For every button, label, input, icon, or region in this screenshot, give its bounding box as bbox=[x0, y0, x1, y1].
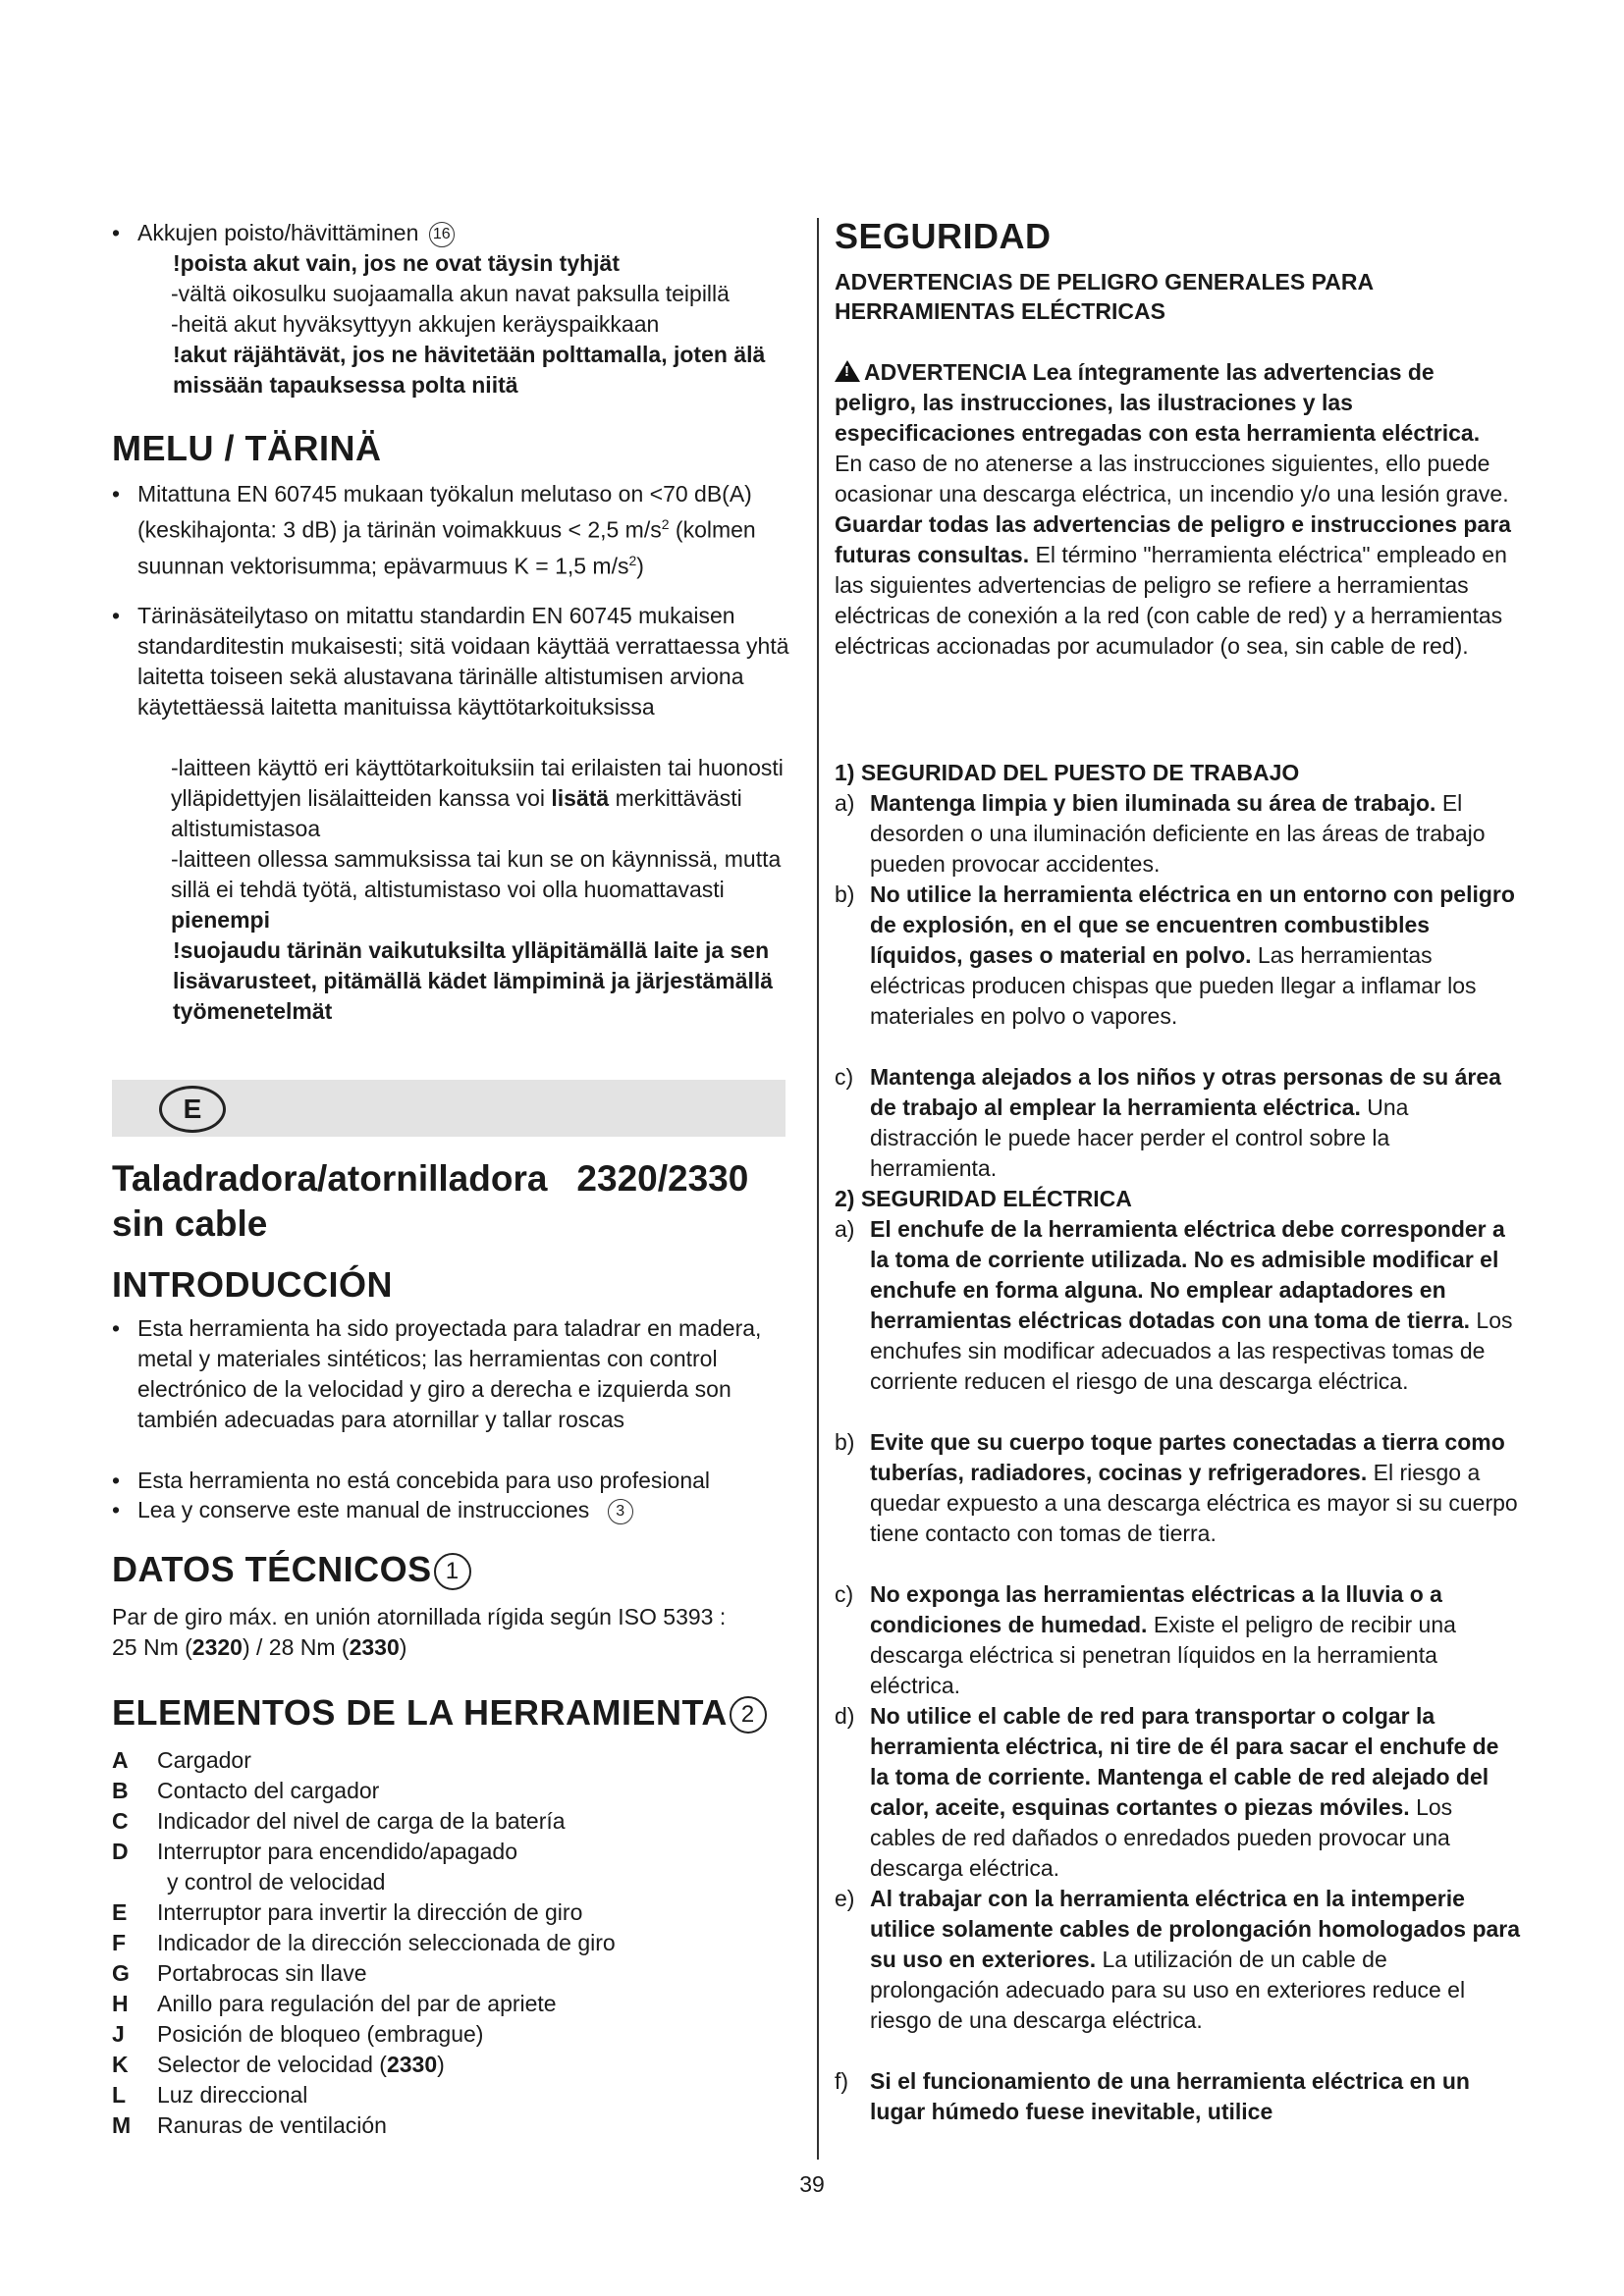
intro-heading: INTRODUCCIÓN bbox=[112, 1264, 393, 1305]
figure-ref-2: 2 bbox=[730, 1696, 767, 1734]
melu-dash-1: -laitteen käyttö eri käyttötarkoituksiin tai erilaisten tai huonosti ylläpidettyjen lisälaitteiden kanssa voi lisätä merkittävästi altistumistasoa bbox=[171, 755, 784, 841]
general-warning: !ADVERTENCIA Lea íntegramente las advertencias de peligro, las instrucciones, las ilustraciones y las especificaciones entregadas con esta herramienta eléctrica. En caso de no atenerse a las instrucciones siguientes, ello puede ocasionar una descarga eléctrica, un incendio y/o una lesión grave. Guardar todas las advertencias de peligro e instrucciones para futuras consultas. El término "herramienta eléctrica" empleado en las siguientes advertencias de peligro se refiere a herramientas eléctricas de conexión a la red (con cable de red) y a herramientas eléctricas accionadas por acumulador (o sea, sin cable de red). bbox=[835, 357, 1512, 662]
section-1-heading: 1) SEGURIDAD DEL PUESTO DE TRABAJO bbox=[835, 760, 1300, 785]
datos-heading: DATOS TÉCNICOS 1 bbox=[112, 1549, 471, 1590]
intro-bullet-3: • Lea y conserve este manual de instrucciones 3 bbox=[112, 1495, 799, 1525]
intro-bullet-2: • Esta herramienta no está concebida para uso profesional bbox=[112, 1466, 799, 1496]
disposal-title: Akkujen poisto/hävittäminen bbox=[137, 220, 419, 245]
disposal-bullet bbox=[112, 218, 799, 248]
product-title: Taladradora/atornilladora 2320/2330 sin cable bbox=[112, 1158, 749, 1244]
bullet-dot: • bbox=[112, 220, 121, 245]
page-number: 39 bbox=[799, 2171, 825, 2197]
disposal-line-1: !poista akut vain, jos ne ovat täysin tyhjät bbox=[173, 250, 621, 276]
rule-1c: c) Mantenga alejados a los niños y otras personas de su área de trabajo al emplear la herramienta eléctrica. Una distracción le puede hacer perder el control sobre la herramienta. bbox=[835, 1064, 1501, 1181]
seguridad-subheading: ADVERTENCIAS DE PELIGRO GENERALES PARA HERRAMIENTAS ELÉCTRICAS bbox=[835, 269, 1374, 324]
melu-bullet-2-text: Tärinäsäteilytaso on mitattu standardin EN 60745 mukaisen standarditestin mukaisesti; sitä voidaan käyttää verrattaessa yhtä laitetta toiseen sekä alustavana tärinälle altistumisen arviona käytettäessä laitetta manituissa käyttötarkoituksissa bbox=[137, 603, 789, 720]
elementos-heading: ELEMENTOS DE LA HERRAMIENTA 2 bbox=[112, 1692, 767, 1734]
figure-ref-1: 1 bbox=[434, 1553, 471, 1590]
language-band bbox=[112, 1080, 785, 1137]
rule-2c: c) No exponga las herramientas eléctricas a la lluvia o a condiciones de humedad. Existe el peligro de recibir una descarga eléctrica si penetran líquidos en la herramienta eléctrica. bbox=[835, 1581, 1456, 1698]
figure-ref-3: 3 bbox=[608, 1499, 633, 1524]
melu-warning: !suojaudu tärinän vaikutuksilta ylläpitämällä laite ja sen lisävarusteet, pitämällä kädet lämpiminä ja järjestämällä työmenetelmät bbox=[173, 937, 774, 1024]
melu-dash-2: -laitteen ollessa sammuksissa tai kun se on käynnissä, mutta sillä ei tehdä työtä, altistumistaso voi olla huomattavasti pienempi bbox=[171, 846, 782, 933]
melu-bullet-1 bbox=[112, 479, 799, 581]
rule-1b: b) No utilice la herramienta eléctrica en un entorno con peligro de explosión, en el que se encuentren combustibles líquidos, gases o material en polvo. Las herramientas eléctricas producen chispas que pueden llegar a inflamar los materiales en polvo o vapores. bbox=[835, 881, 1515, 1029]
intro-bullet-1-text: Esta herramienta ha sido proyectada para taladrar en madera, metal y materiales sintéticos; las herramientas con control electrónico de la velocidad y giro a derecha e izquierda son también adecuadas para atornillar y tallar roscas bbox=[137, 1315, 762, 1432]
melu-bullet-1-text: Mitattuna EN 60745 mukaan työkalun melutaso on <70 dB(A) (keskihajonta: 3 dB) ja tärinän voimakkuus < 2,5 $m/s^2$ (kolmen suunnan vektorisumma; epävarmuus K = 1,5 $m/s^2$) bbox=[137, 481, 756, 579]
bullet-dot: • bbox=[112, 1315, 121, 1341]
melu-heading: MELU / TÄRINÄ bbox=[112, 428, 382, 468]
rule-2e: e) Al trabajar con la herramienta eléctrica en la intemperie utilice solamente cables de prolongación homologados para su uso en exteriores. La utilización de un cable de prolongación adecuado para su uso en exteriores reduce el riesgo de una descarga eléctrica. bbox=[835, 1886, 1521, 2033]
column-divider bbox=[817, 218, 819, 2160]
rule-2b: b) Evite que su cuerpo toque partes conectadas a tierra como tuberías, radiadores, cocinas y refrigeradores. El riesgo a quedar expuesto a una descarga eléctrica es mayor si su cuerpo tiene contacto con tomas de tierra. bbox=[835, 1429, 1518, 1546]
disposal-line-2: -vältä oikosulku suojaamalla akun navat paksulla teipillä bbox=[171, 281, 730, 306]
rule-2a: a) El enchufe de la herramienta eléctrica debe corresponder a la toma de corriente utilizada. No es admisible modificar el enchufe en forma alguna. No emplear adaptadores en herramientas eléctricas dotadas con una toma de tierra. Los enchufes sin modificar adecuados a las respectivas tomas de corriente reducen el riesgo de una descarga eléctrica. bbox=[835, 1216, 1513, 1394]
disposal-line-4: !akut räjähtävät, jos ne hävitetään polttamalla, joten älä missään tapauksessa polta niitä bbox=[173, 342, 766, 398]
rule-2d: d) No utilice el cable de red para transportar o colgar la herramienta eléctrica, ni tire de él para sacar el enchufe de la toma de corriente. Mantenga el cable de red alejado del calor, aceite, esquinas cortantes o piezas móviles. Los cables de red dañados o enredados pueden provocar una descarga eléctrica. bbox=[835, 1703, 1499, 1881]
bullet-dot: • bbox=[112, 1468, 121, 1493]
rule-1a: a) Mantenga limpia y bien iluminada su área de trabajo. El desorden o una iluminación deficiente en las áreas de trabajo pueden provocar accidentes. bbox=[835, 790, 1486, 877]
datos-line-2: 25 Nm (2320) / 28 Nm (2330) bbox=[112, 1634, 407, 1660]
seguridad-heading: SEGURIDAD bbox=[835, 216, 1052, 256]
figure-ref-16: 16 bbox=[429, 222, 455, 247]
datos-line-1: Par de giro máx. en unión atornillada rígida según ISO 5393 : bbox=[112, 1604, 727, 1629]
bullet-dot: • bbox=[112, 481, 121, 507]
intro-bullet-1 bbox=[112, 1313, 799, 1435]
warning-icon bbox=[835, 360, 860, 382]
language-badge-e: E bbox=[159, 1086, 226, 1133]
rule-2f: f) Si el funcionamiento de una herramienta eléctrica en un lugar húmedo fuese inevitable, utilice bbox=[835, 2068, 1470, 2124]
disposal-line-3: -heitä akut hyväksyttyyn akkujen keräyspaikkaan bbox=[171, 311, 660, 337]
bullet-dot: • bbox=[112, 1497, 121, 1522]
section-2-heading: 2) SEGURIDAD ELÉCTRICA bbox=[835, 1186, 1132, 1211]
melu-bullet-2 bbox=[112, 601, 799, 722]
bullet-dot: • bbox=[112, 603, 121, 628]
